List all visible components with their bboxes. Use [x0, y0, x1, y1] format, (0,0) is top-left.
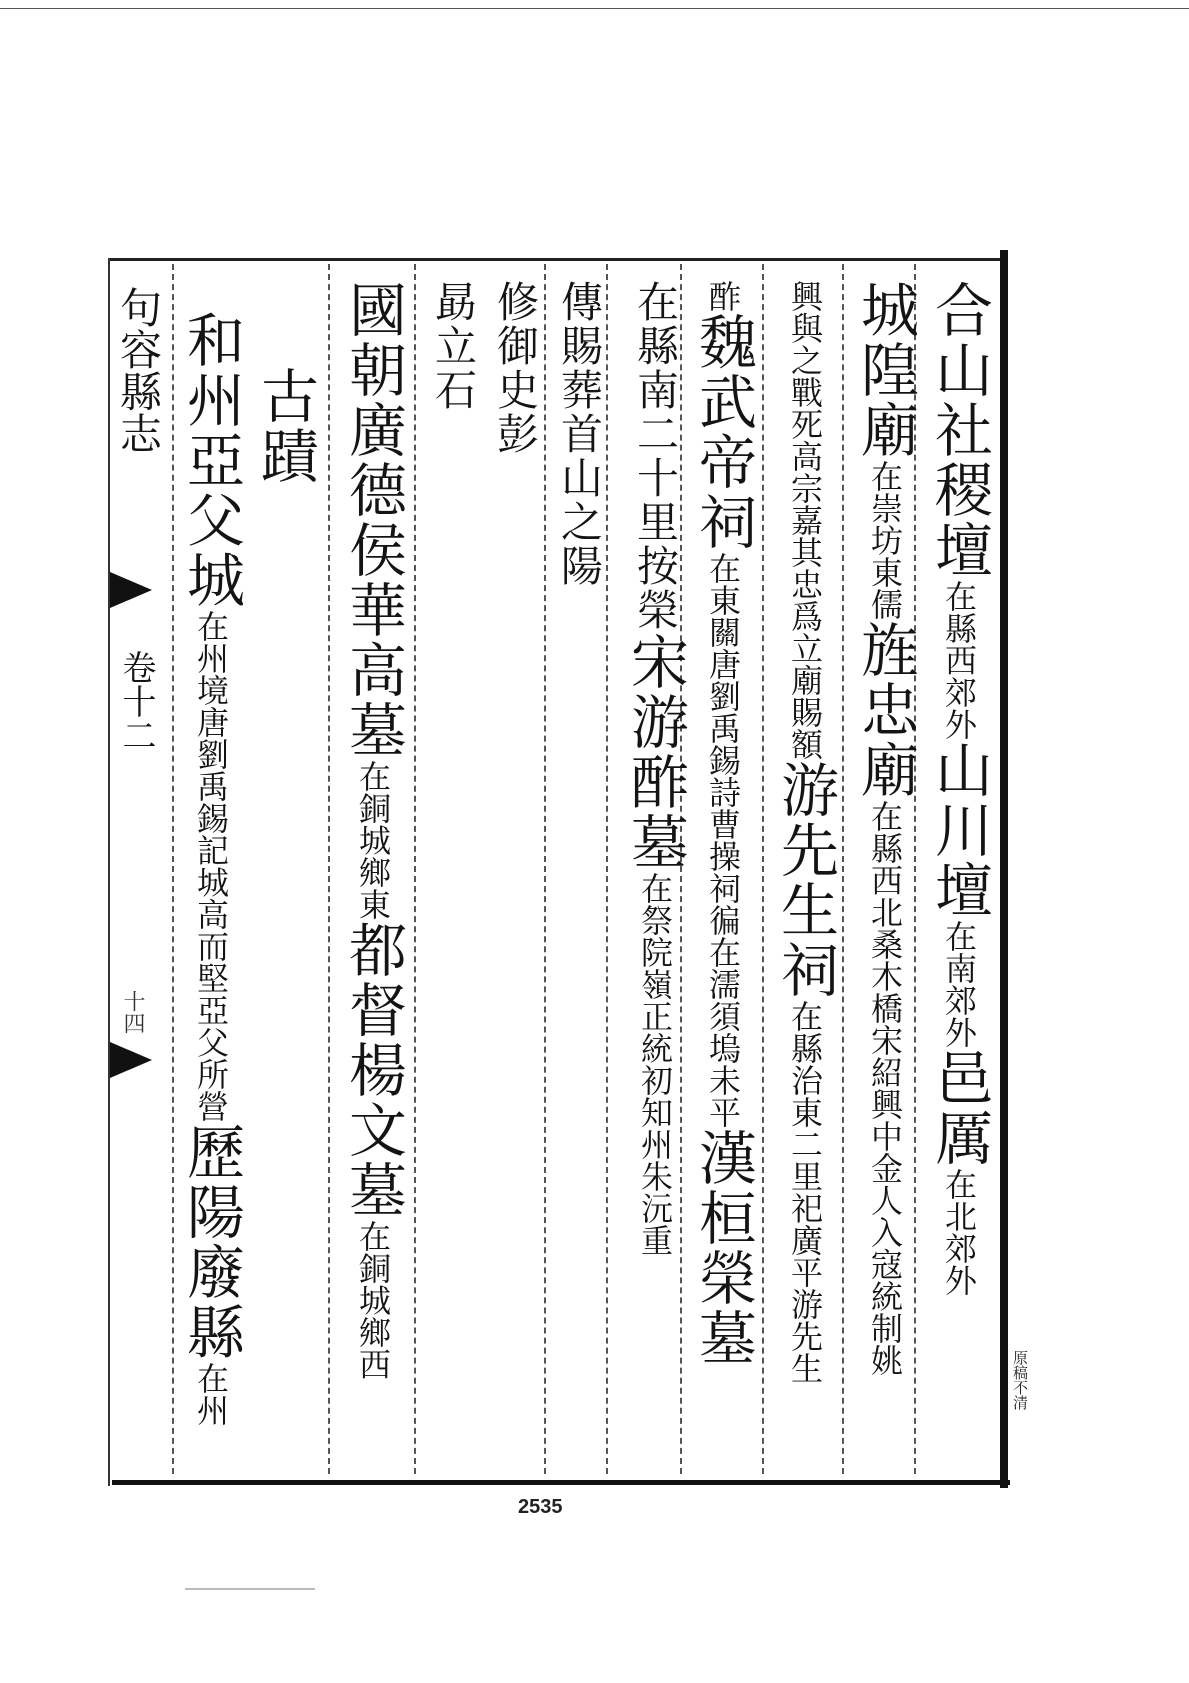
column-divider	[762, 264, 764, 1474]
page-number: 2535	[518, 1496, 563, 1518]
margin-leaf-number: 十四	[120, 990, 145, 1034]
entry-heading: 邑厲	[925, 1048, 993, 1168]
text-column-11	[178, 310, 244, 1426]
fish-tail-lower-icon	[110, 1042, 152, 1078]
entry-text: 勗立石	[429, 280, 478, 412]
entry-note: 在縣西郊外	[940, 580, 978, 740]
text-column-1	[926, 280, 992, 1296]
text-column-8	[428, 280, 478, 412]
entry-note: 在州境唐劉禹錫記城高而堅亞父所營	[192, 610, 230, 1122]
text-column-2	[852, 280, 918, 1376]
page-frame	[108, 258, 1029, 1486]
text-column-10	[252, 366, 318, 486]
text-column-4	[690, 280, 756, 1368]
top-rule	[0, 8, 1189, 9]
column-divider	[842, 264, 844, 1474]
entry-note: 在祭院嶺正統初知州朱沅重	[636, 872, 674, 1256]
frame-right-border	[1000, 250, 1008, 1488]
scan-smudge	[185, 1588, 315, 1590]
entry-heading: 合山社稷壇	[925, 280, 993, 580]
entry-text: 興與之戰死高宗嘉其忠爲立廟賜額	[786, 280, 824, 760]
entry-heading: 旌忠廟	[851, 620, 919, 800]
entry-heading: 和州亞父城	[177, 310, 245, 610]
entry-text: 修御史彭	[491, 280, 540, 456]
entry-heading: 魏武帝祠	[689, 312, 757, 552]
entry-text: 在縣南二十里按榮	[631, 280, 680, 632]
entry-text: 酢	[704, 280, 742, 312]
entry-note: 在崇坊東儒	[866, 460, 904, 620]
entry-heading: 山川壇	[925, 740, 993, 920]
entry-note: 在南郊外	[940, 920, 978, 1048]
margin-book-title: 句容縣志	[114, 286, 163, 454]
illegible-note: 原稿不清	[1011, 1350, 1029, 1410]
entry-heading: 游先生祠	[771, 760, 839, 1000]
margin-juan-number: 卷十二	[116, 650, 156, 752]
entry-note: 在北郊外	[940, 1168, 978, 1296]
column-divider	[606, 264, 608, 1474]
fish-tail-upper-icon	[110, 572, 152, 608]
block-heart-margin	[110, 260, 170, 1480]
text-column-6	[554, 280, 604, 588]
entry-heading: 國朝廣德侯華高墓	[339, 280, 407, 760]
section-heading: 古蹟	[251, 366, 319, 486]
entry-heading: 都督楊文墓	[339, 920, 407, 1220]
entry-text: 傳賜葬首山之陽	[555, 280, 604, 588]
entry-heading: 歷陽廢縣	[177, 1122, 245, 1362]
text-column-3	[772, 280, 838, 1384]
column-divider	[328, 264, 330, 1474]
entry-heading: 漢桓榮墓	[689, 1128, 757, 1368]
margin-divider	[172, 264, 174, 1474]
entry-note: 在州	[192, 1362, 230, 1426]
frame-top-border	[108, 258, 1006, 261]
entry-heading: 宋游酢墓	[621, 632, 689, 872]
entry-note: 在銅城鄉西	[354, 1220, 392, 1380]
entry-note: 在東關唐劉禹錫詩曹操祠徧在濡須塢未平	[704, 552, 742, 1128]
column-divider	[544, 264, 546, 1474]
entry-heading: 城隍廟	[851, 280, 919, 460]
text-column-7	[490, 280, 540, 456]
entry-note: 在銅城鄉東	[354, 760, 392, 920]
entry-note: 在縣西北桑木橋宋紹興中金人入寇統制姚	[866, 800, 904, 1376]
entry-note: 在縣治東二里祀廣平游先生	[786, 1000, 824, 1384]
text-column-9	[340, 280, 406, 1380]
text-column-5	[622, 280, 688, 1256]
column-divider	[414, 264, 416, 1474]
frame-bottom-border	[112, 1480, 1010, 1485]
